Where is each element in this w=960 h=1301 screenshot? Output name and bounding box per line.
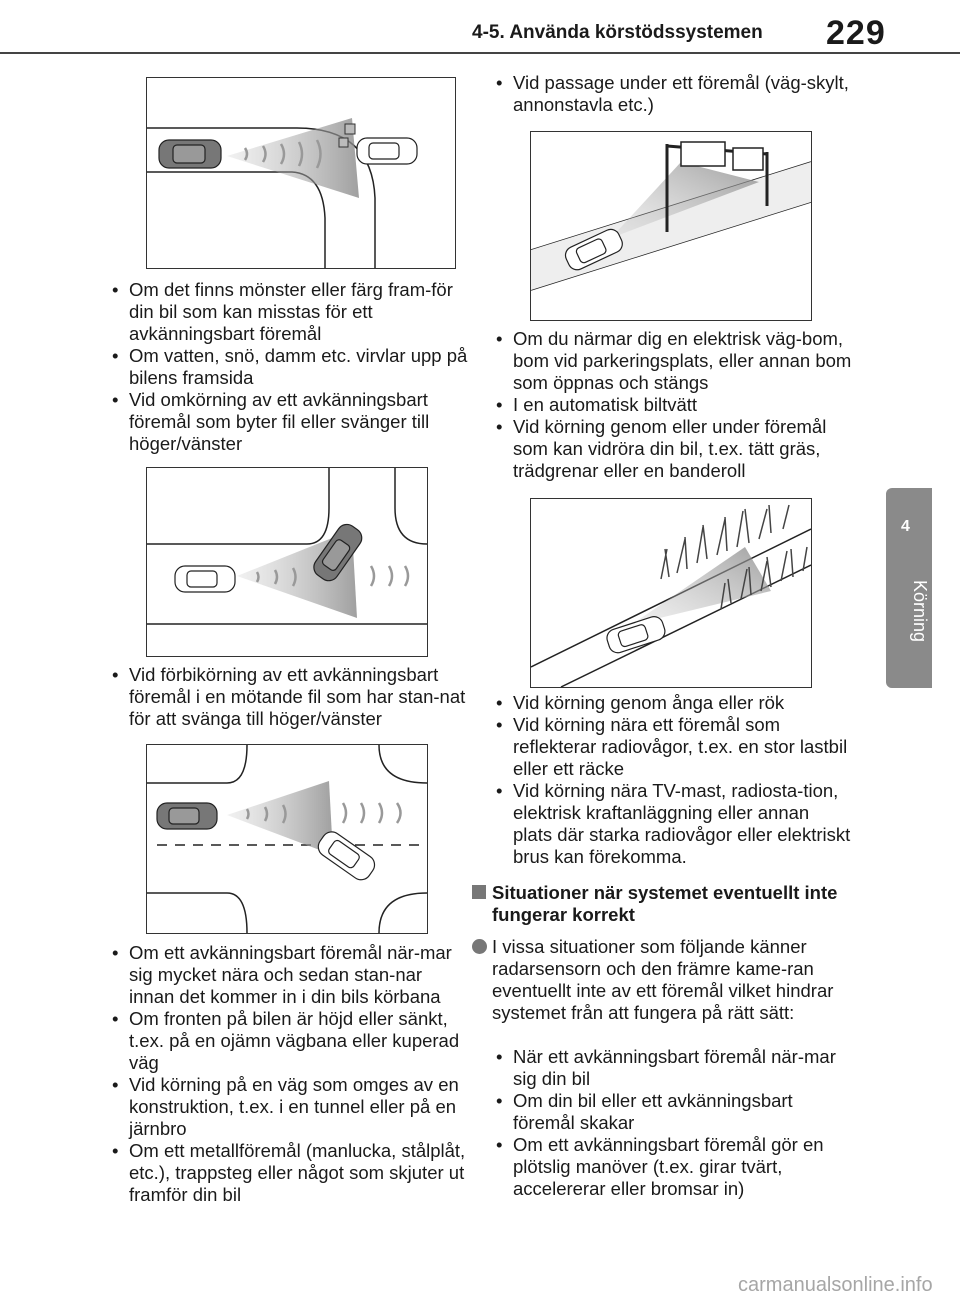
list-item: • Om ett metallföremål (manlucka, stålplåt, etc.), trappsteg eller något som skjuter ut framför din bil <box>108 1140 468 1206</box>
list-item: • Om vatten, snö, damm etc. virvlar upp på bilens framsida <box>108 345 468 389</box>
car-icon <box>605 614 668 655</box>
list-item: • Vid körning på en väg som omges av en konstruktion, t.ex. i en tunnel eller på en järnbro <box>108 1074 468 1140</box>
list-item: • Om ett avkänningsbart föremål när-mar sig mycket nära och sedan stan-nar innan det kommer in i din bils körbana <box>108 942 468 1008</box>
subheading <box>492 882 852 926</box>
right-bullet-list-3 <box>492 692 852 868</box>
list-item: • Vid körning nära ett föremål som reflekterar radiovågor, t.ex. en stor lastbil eller ett räcke <box>492 714 852 780</box>
left-bullet-list-2 <box>108 664 468 730</box>
list-item: • Om du närmar dig en elektrisk väg-bom, bom vid parkeringsplats, eller annan bom som öppnas och stängs <box>492 328 852 394</box>
list-item: • Vid körning genom eller under föremål som kan vidröra din bil, t.ex. tätt gräs, trädgrenar eller en banderoll <box>492 416 852 482</box>
section-title: 4-5. Använda körstödssystemen <box>472 22 763 43</box>
figure-curve-road <box>146 77 456 269</box>
list-item: • Om fronten på bilen är höjd eller sänkt, t.ex. på en ojämn vägbana eller kuperad väg <box>108 1008 468 1074</box>
car-icon <box>314 828 378 884</box>
square-bullet-icon <box>472 885 486 899</box>
chapter-title: Körning <box>910 580 930 643</box>
watermark: carmanualsonline.info <box>738 1274 933 1296</box>
list-item: • Om det finns mönster eller färg fram-för din bil som kan misstas för ett avkänningsbart föremål <box>108 279 468 345</box>
figure-vegetation <box>530 498 812 688</box>
figure-oncoming-lane <box>146 744 428 934</box>
note-text: I vissa situationer som följande känner radarsensorn och den främre kame-ran eventuellt inte av ett föremål vilket hindrar systemet från att fungera på rätt sätt: <box>492 936 834 1023</box>
list-item: • Vid passage under ett föremål (väg-skylt, annonstavla etc.) <box>492 72 852 116</box>
round-bullet-icon <box>472 939 487 954</box>
subheading-text: Situationer när systemet eventuellt inte fungerar korrekt <box>492 882 838 925</box>
header-rule <box>0 52 960 54</box>
right-bullet-list-2 <box>492 328 852 482</box>
car-icon <box>175 566 235 592</box>
car-icon <box>159 140 221 168</box>
list-item: • Om din bil eller ett avkänningsbart föremål skakar <box>492 1090 852 1134</box>
list-item: • Vid körning genom ånga eller rök <box>492 692 852 714</box>
right-bullet-list-1 <box>492 72 852 116</box>
list-item: • Vid omkörning av ett avkänningsbart föremål som byter fil eller svänger till höger/vänster <box>108 389 468 455</box>
list-item: • När ett avkänningsbart föremål när-mar sig din bil <box>492 1046 852 1090</box>
page-number: 229 <box>826 14 886 52</box>
note-paragraph <box>492 936 852 1024</box>
list-item: • I en automatisk biltvätt <box>492 394 852 416</box>
right-bullet-list-4 <box>492 1046 852 1200</box>
chapter-number: 4 <box>901 518 910 535</box>
figure-overhead-sign <box>530 131 812 321</box>
list-item: • Vid förbikörning av ett avkänningsbart föremål i en mötande fil som har stan-nat för att svänga till höger/vänster <box>108 664 468 730</box>
list-item: • Om ett avkänningsbart föremål gör en plötslig manöver (t.ex. girar tvärt, accelererar eller bromsar in) <box>492 1134 852 1200</box>
left-bullet-list-1 <box>108 279 468 455</box>
figure-intersection-turn <box>146 467 428 657</box>
list-item: • Vid körning nära TV-mast, radiosta-tion, elektrisk kraftanläggning eller annan plats där starka radiovågor eller elektriskt brus kan förekomma. <box>492 780 852 868</box>
left-bullet-list-3 <box>108 942 468 1206</box>
car-icon <box>157 803 217 829</box>
car-icon <box>357 138 417 164</box>
